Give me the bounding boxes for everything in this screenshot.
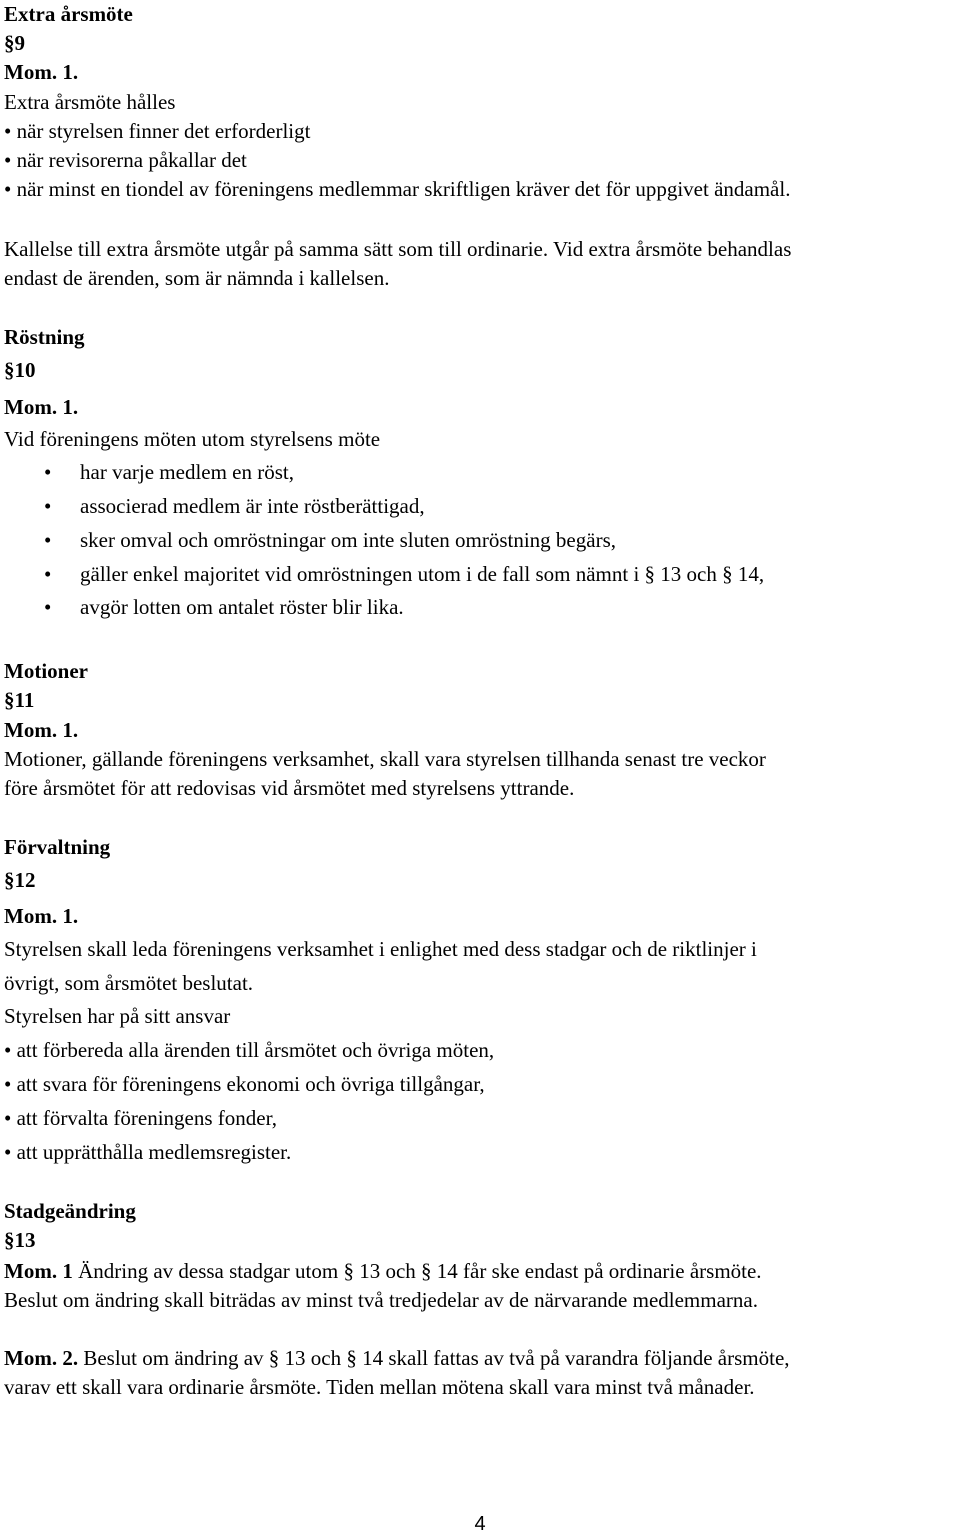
paragraph: varav ett skall vara ordinarie årsmöte. Tiden mellan mötena skall vara minst två månader. — [4, 1375, 755, 1399]
list-item: • när revisorerna påkallar det — [4, 148, 247, 172]
list-item: • att förbereda alla ärenden till årsmötet och övriga möten, — [4, 1038, 495, 1062]
bullet-icon: • — [44, 494, 52, 518]
list-item: • att förvalta föreningens fonder, — [4, 1106, 277, 1130]
section-heading: Röstning — [4, 325, 85, 349]
section-heading: Motioner — [4, 659, 88, 683]
list-item: • att svara för föreningens ekonomi och övriga tillgångar, — [4, 1072, 485, 1096]
bullet-icon: • — [44, 595, 52, 619]
section-heading: Extra årsmöte — [4, 2, 133, 26]
paragraph: Styrelsen skall leda föreningens verksamhet i enlighet med dess stadgar och de riktlinjer i — [4, 937, 757, 961]
mom-label: Mom. 1. — [4, 718, 79, 742]
paragraph — [4, 1257, 762, 1286]
paragraph-text: Beslut om ändring av § 13 och § 14 skall fattas av två på varandra följande årsmöte, — [78, 1346, 790, 1370]
section-number: §13 — [4, 1228, 36, 1252]
paragraph: Motioner, gällande föreningens verksamhet, skall vara styrelsen tillhanda senast tre veckor — [4, 747, 766, 771]
paragraph: övrigt, som årsmötet beslutat. — [4, 971, 254, 995]
mom-label: Mom. 1. — [4, 904, 79, 928]
bullet-icon: • — [44, 460, 52, 484]
mom-label: Mom. 1. — [4, 60, 79, 84]
mom-label: Mom. 2. — [4, 1346, 79, 1370]
section-number: §10 — [4, 358, 36, 382]
section-heading: Förvaltning — [4, 835, 111, 859]
bullet-icon: • — [44, 562, 52, 586]
section-heading: Stadgeändring — [4, 1199, 136, 1223]
paragraph: Styrelsen har på sitt ansvar — [4, 1004, 231, 1028]
list-item-text: sker omval och omröstningar om inte sluten omröstning begärs, — [80, 528, 616, 552]
bullet-icon: • — [44, 528, 52, 552]
mom-label: Mom. 1. — [4, 395, 79, 419]
paragraph: före årsmötet för att redovisas vid årsmötet med styrelsens yttrande. — [4, 776, 575, 800]
paragraph: endast de ärenden, som är nämnda i kallelsen. — [4, 266, 390, 290]
list-item: • när minst en tiondel av föreningens medlemmar skriftligen kräver det för uppgivet ändamål. — [4, 177, 791, 201]
section-number: §12 — [4, 868, 36, 892]
list-item-text: avgör lotten om antalet röster blir lika. — [80, 595, 404, 619]
paragraph: Beslut om ändring skall biträdas av minst två tredjedelar av de närvarande medlemmarna. — [4, 1288, 758, 1312]
paragraph: Kallelse till extra årsmöte utgår på samma sätt som till ordinarie. Vid extra årsmöte behandlas — [4, 237, 792, 261]
mom-label: Mom. 1 — [4, 1259, 73, 1283]
paragraph — [4, 1344, 790, 1373]
list-item-text: har varje medlem en röst, — [80, 460, 294, 484]
page-number: 4 — [474, 1513, 486, 1535]
paragraph: Extra årsmöte hålles — [4, 90, 176, 114]
paragraph: Vid föreningens möten utom styrelsens möte — [4, 427, 381, 451]
section-number: §9 — [4, 31, 25, 55]
list-item: • när styrelsen finner det erforderligt — [4, 119, 311, 143]
list-item: • att upprätthålla medlemsregister. — [4, 1140, 292, 1164]
list-item-text: associerad medlem är inte röstberättigad, — [80, 494, 425, 518]
list-item-text: gäller enkel majoritet vid omröstningen utom i de fall som nämnt i § 13 och § 14, — [80, 562, 765, 586]
paragraph-text: Ändring av dessa stadgar utom § 13 och § 14 får ske endast på ordinarie årsmöte. — [72, 1259, 762, 1283]
section-number: §11 — [4, 688, 35, 712]
